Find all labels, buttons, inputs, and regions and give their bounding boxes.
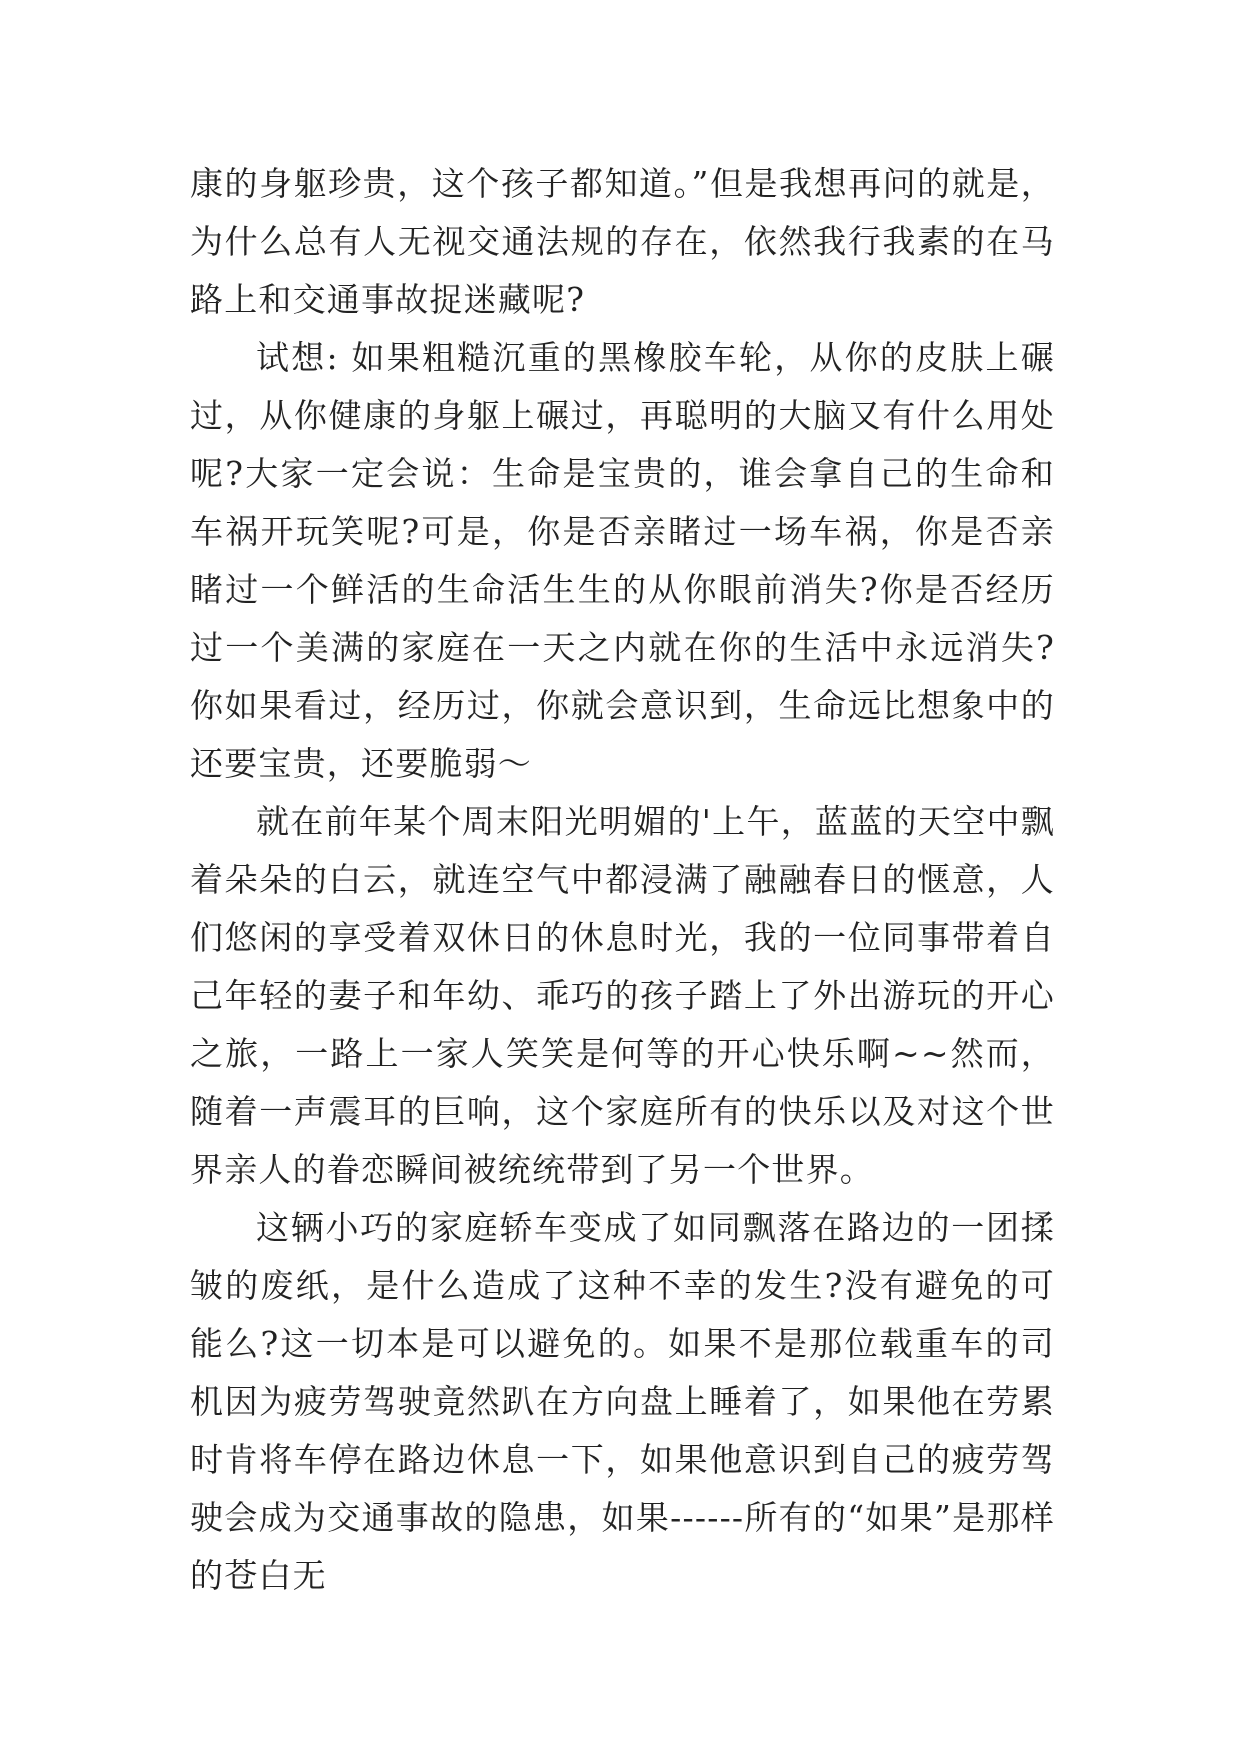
paragraph-3: 就在前年某个周末阳光明媚的'上午，蓝蓝的天空中飘着朵朵的白云，就连空气中都浸满了融融春日的惬意，人们悠闲的享受着双休日的休息时光，我的一位同事带着自己年轻的妻子和年幼、乖巧的孩子踏上了外出游玩的开心之旅，一路上一家人笑笑是何等的开心快乐啊~~然而，随着一声震耳的巨响，这个家庭所有的快乐以及对这个世界亲人的眷恋瞬间被统统带到了另一个世界。 (190, 802, 1055, 1189)
document-body (190, 155, 1055, 1605)
paragraph-1: 康的身躯珍贵，这个孩子都知道。”但是我想再问的就是，为什么总有人无视交通法规的存在，依然我行我素的在马路上和交通事故捉迷藏呢? (190, 164, 1055, 319)
paragraph-2: 试想: 如果粗糙沉重的黑橡胶车轮，从你的皮肤上碾过，从你健康的身躯上碾过，再聪明的大脑又有什么用处呢?大家一定会说：生命是宝贵的，谁会拿自己的生命和车祸开玩笑呢?可是，你是否亲睹过一场车祸，你是否亲睹过一个鲜活的生命活生生的从你眼前消失?你是否经历过一个美满的家庭在一天之内就在你的生活中永远消失?你如果看过，经历过，你就会意识到，生命远比想象中的还要宝贵，还要脆弱～ (190, 338, 1055, 783)
paragraph-4: 这辆小巧的家庭轿车变成了如同飘落在路边的一团揉皱的废纸，是什么造成了这种不幸的发生?没有避免的可能么?这一切本是可以避免的。如果不是那位载重车的司机因为疲劳驾驶竟然趴在方向盘上睡着了，如果他在劳累时肯将车停在路边休息一下，如果他意识到自己的疲劳驾驶会成为交通事故的隐患，如果------所有的“如果”是那样的苍白无 (190, 1208, 1055, 1595)
